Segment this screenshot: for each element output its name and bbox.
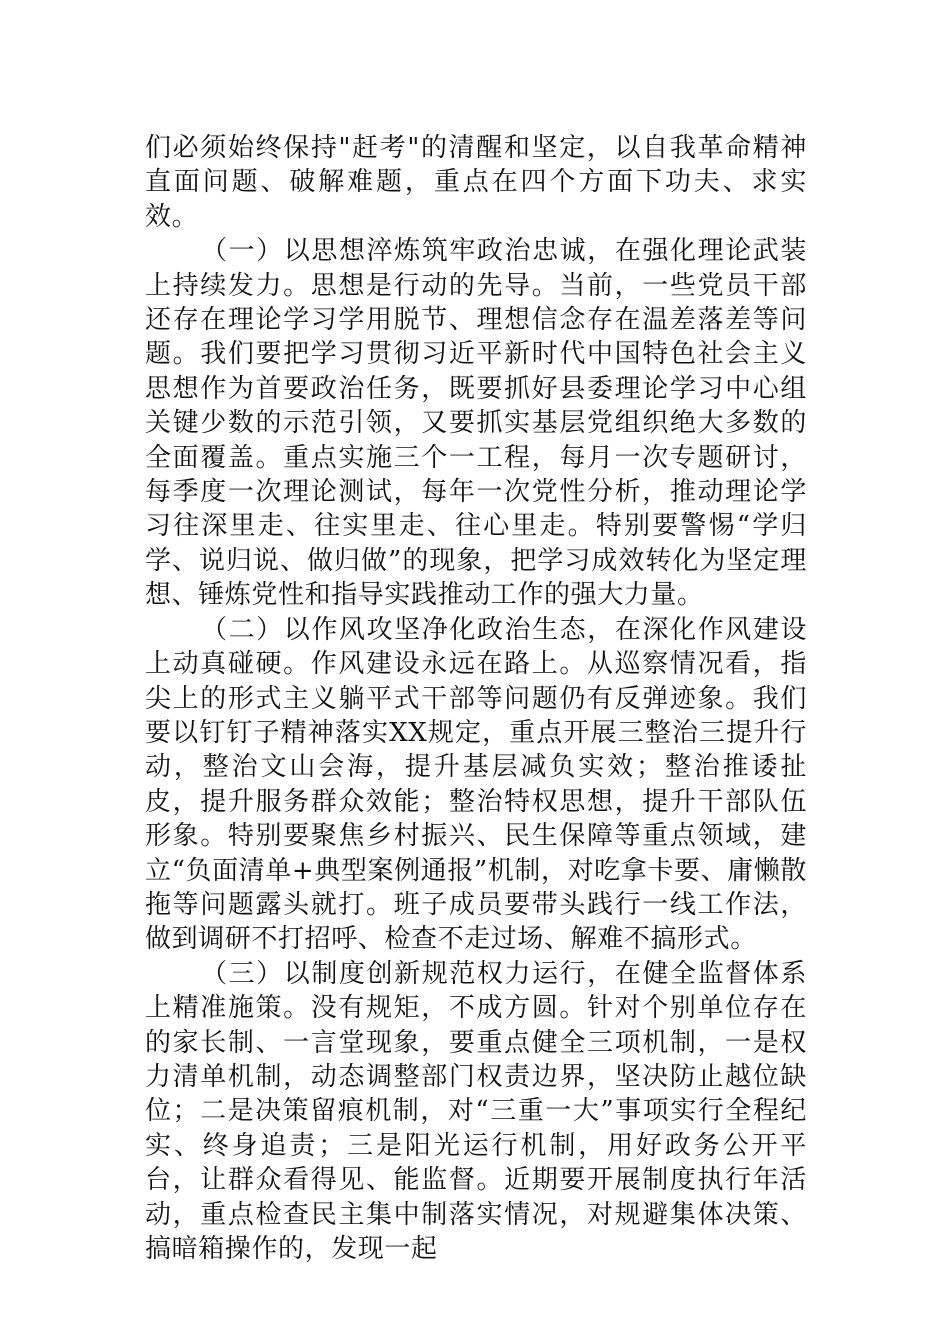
document-body [145,131,807,1266]
paragraph-section-1: （一）以思想淬炼筑牢政治忠诚，在强化理论武装上持续发力。思想是行动的先导。当前，一些党员干部还存在理论学习学用脱节、理想信念存在温差落差等问题。我们要把学习贯彻习近平新时代中国特色社会主义思想作为首要政治任务，既要抓好县委理论学习中心组关键少数的示范引领，又要抓实基层党组织绝大多数的全面覆盖。重点实施三个一工程，每月一次专题研讨，每季度一次理论测试，每年一次党性分析，推动理论学习往深里走、往实里走、往心里走。特别要警惕“学归学、说归说、做归做”的现象，把学习成效转化为坚定理想、锤炼党性和指导实践推动工作的强大力量。 [145,236,807,611]
paragraph-section-2: （二）以作风攻坚净化政治生态，在深化作风建设上动真碰硬。作风建设永远在路上。从巡察情况看，指尖上的形式主义躺平式干部等问题仍有反弹迹象。我们要以钉钉子精神落实XX规定，重点开展三整治三提升行动，整治文山会海，提升基层减负实效；整治推诿扯皮，提升服务群众效能；整治特权思想，提升干部队伍形象。特别要聚焦乡村振兴、民生保障等重点领域，建立“负面清单+典型案例通报”机制，对吃拿卡要、庸懒散拖等问题露头就打。班子成员要带头践行一线工作法，做到调研不打招呼、检查不走过场、解难不搞形式。 [145,614,807,955]
paragraph-continuation: 们必须始终保持"赶考"的清醒和坚定，以自我革命精神直面问题、破解难题，重点在四个方面下功夫、求实效。 [145,133,807,232]
paragraph-section-3: （三）以制度创新规范权力运行，在健全监督体系上精准施策。没有规矩，不成方圆。针对个别单位存在的家长制、一言堂现象，要重点健全三项机制，一是权力清单机制，动态调整部门权责边界，坚决防止越位缺位；二是决策留痕机制，对“三重一大”事项实行全程纪实、终身追责；三是阳光运行机制，用好政务公开平台，让群众看得见、能监督。近期要开展制度执行年活动，重点检查民主集中制落实情况，对规避集体决策、搞暗箱操作的，发现一起 [145,958,807,1264]
